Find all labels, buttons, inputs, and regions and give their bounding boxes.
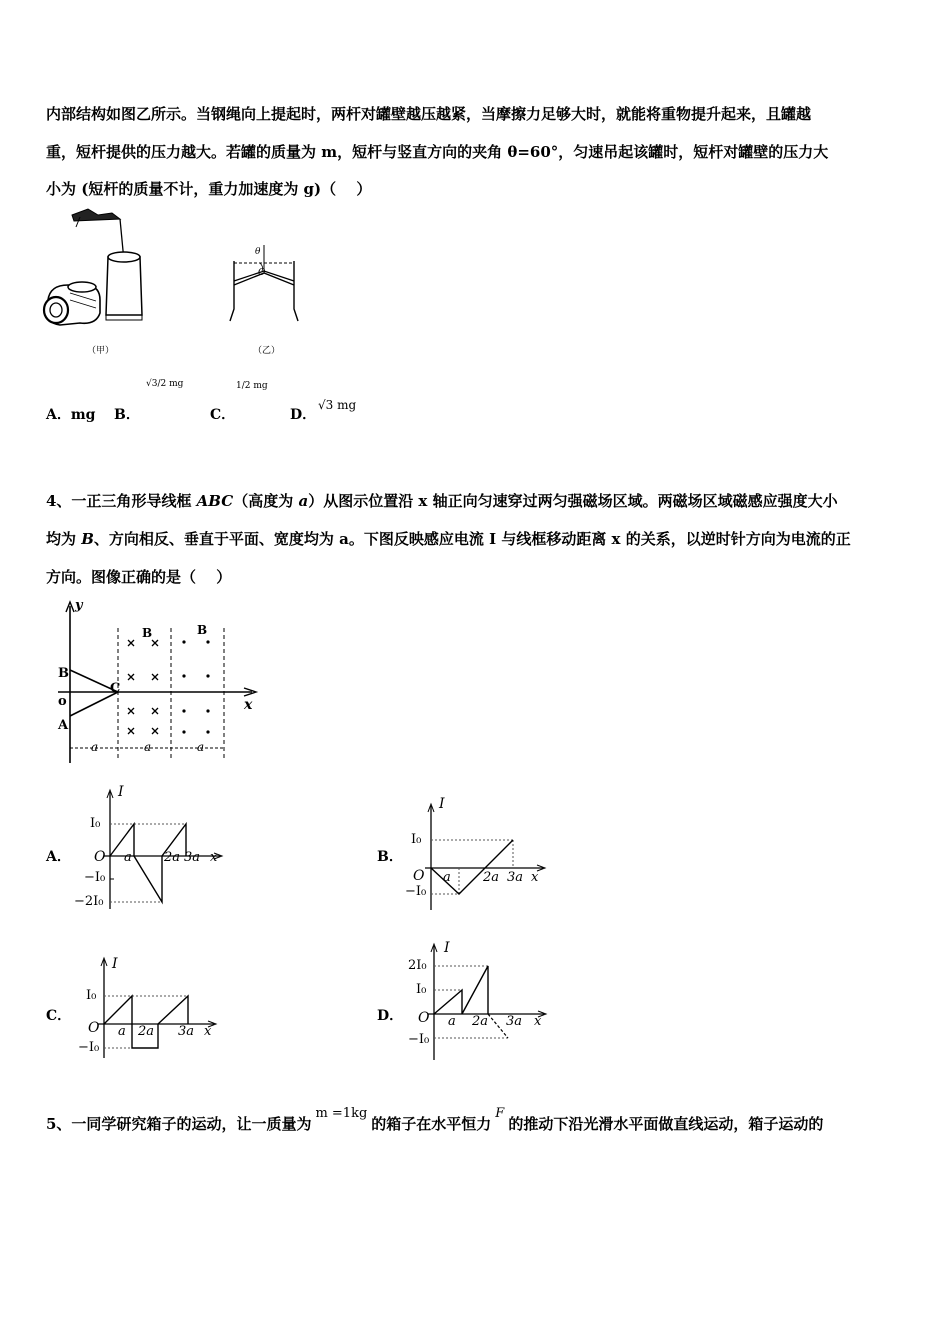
graph-a-a-label: a <box>124 850 132 865</box>
graph-a-i0-label: I₀ <box>90 816 101 831</box>
graph-a-o-label: O <box>94 849 106 865</box>
fig-jia-caption: （甲） <box>87 346 115 356</box>
q4-fig-x-label: x <box>244 697 253 713</box>
q4-fig-b-label: B <box>58 666 69 681</box>
q4-fig-width-a2: a <box>144 740 152 754</box>
graph-option-a <box>74 784 230 914</box>
graph-a-x-label: x <box>210 850 218 865</box>
graph-d-2i0-label: 2I₀ <box>408 958 427 973</box>
fig-yi-caption: （乙） <box>253 346 281 356</box>
q3-text-line-2: 重，短杆提供的压力越大。若罐的质量为 m，短杆与竖直方向的夹角 θ=60°，匀速吊起该罐时，短杆对罐壁的压力大 <box>46 143 829 161</box>
graph-c-neg-i0-label: −I₀ <box>78 1040 100 1055</box>
graph-b-i0-label: I₀ <box>411 832 422 847</box>
graph-b-3a-label: 3a <box>507 870 524 885</box>
q4-text-line-3: 方向。图像正确的是（ ） <box>46 568 232 586</box>
q4-option-c-label: C． <box>46 1008 72 1024</box>
graph-c-x-label: x <box>204 1024 212 1039</box>
graph-option-b <box>403 796 553 915</box>
graph-d-2a-label: 2a <box>472 1014 489 1029</box>
q4-fig-y-label: y <box>75 598 83 613</box>
q4-fig-c-label: C <box>110 681 121 696</box>
graph-d-o-label: O <box>418 1010 430 1026</box>
graph-d-i0-label: I₀ <box>416 982 427 997</box>
graph-option-d <box>404 940 554 1065</box>
q3-option-c-value: 1/2 mg <box>236 381 268 391</box>
figure-yi <box>222 243 302 328</box>
q3-option-d-label: D． <box>290 407 317 423</box>
q3-option-d-value: √3 mg <box>318 398 357 412</box>
figure-jia <box>40 205 160 335</box>
graph-a-3a-label: 3a <box>184 850 201 865</box>
q4-fig-o-label: o <box>58 694 67 709</box>
graph-c-2a-label: 2a <box>138 1024 155 1039</box>
q4-fig-field1-label: B <box>142 626 153 640</box>
q5-mass: m =1kg <box>315 1106 368 1121</box>
graph-d-x-label: x <box>534 1014 542 1029</box>
q3-option-b-value: √3/2 mg <box>146 379 184 389</box>
q4-option-a-label: A． <box>46 849 71 865</box>
fig-yi-theta: θ <box>255 247 261 257</box>
q5-force: F <box>495 1106 505 1121</box>
graph-d-i-label: I <box>444 940 450 956</box>
q3-text-line-1: 内部结构如图乙所示。当钢绳向上提起时，两杆对罐壁越压越紧，当摩擦力足够大时，就能将重物提升起来，且罐越 <box>46 105 812 123</box>
q3-text-line-3: 小为 (短杆的质量不计，重力加速度为 g)（ ） <box>46 180 372 198</box>
q4-option-b-label: B． <box>377 849 403 865</box>
graph-b-a-label: a <box>443 870 451 885</box>
q5-text-line-1: 5、一同学研究箱子的运动，让一质量为m =1kg的箱子在水平恒力F的推动下沿光滑水平面做直线运动，箱子运动的 <box>46 1106 824 1133</box>
fig-yi-o: O <box>258 268 266 278</box>
graph-d-a-label: a <box>448 1014 456 1029</box>
q4-fig-width-a3: a <box>197 740 205 754</box>
q4-fig-width-a1: a <box>91 740 99 754</box>
graph-b-x-label: x <box>531 870 539 885</box>
q4-text-line-2: 均为 B、方向相反、垂直于平面、宽度均为 a。下图反映感应电流 I 与线框移动距离 x 的关系，以逆时针方向为电流的正 <box>46 530 851 548</box>
graph-b-2a-label: 2a <box>483 870 500 885</box>
q3-option-c-label: C． <box>210 407 236 423</box>
graph-c-a-label: a <box>118 1024 126 1039</box>
q4-fig-field2-label: B <box>197 623 208 637</box>
graph-b-neg-i0-label: −I₀ <box>405 884 427 899</box>
graph-d-neg-i0-label: −I₀ <box>408 1032 430 1047</box>
q4-text-line-1: 4、一正三角形导线框 ABC（高度为 a）从图示位置沿 x 轴正向匀速穿过两匀强磁场区域。两磁场区域磁感应强度大小 <box>46 492 838 510</box>
graph-a-2a-label: 2a <box>164 850 181 865</box>
graph-c-3a-label: 3a <box>178 1024 195 1039</box>
graph-b-i-label: I <box>439 796 445 812</box>
graph-option-c <box>74 954 224 1064</box>
graph-a-neg-2i0-label: −2I₀ <box>74 894 104 909</box>
q3-option-a: A．mg <box>46 407 96 423</box>
graph-d-3a-label: 3a <box>506 1014 523 1029</box>
q3-option-b-label: B． <box>114 407 140 423</box>
graph-a-i-label: I <box>118 784 124 800</box>
graph-c-o-label: O <box>88 1020 100 1036</box>
q4-fig-a-label: A <box>58 718 69 733</box>
graph-c-i-label: I <box>112 956 118 972</box>
graph-a-neg-i0-label: −I₀ <box>84 870 106 885</box>
graph-c-i0-label: I₀ <box>86 988 97 1003</box>
q4-main-figure <box>52 598 267 768</box>
q4-option-d-label: D． <box>377 1008 404 1024</box>
graph-b-o-label: O <box>413 868 425 884</box>
